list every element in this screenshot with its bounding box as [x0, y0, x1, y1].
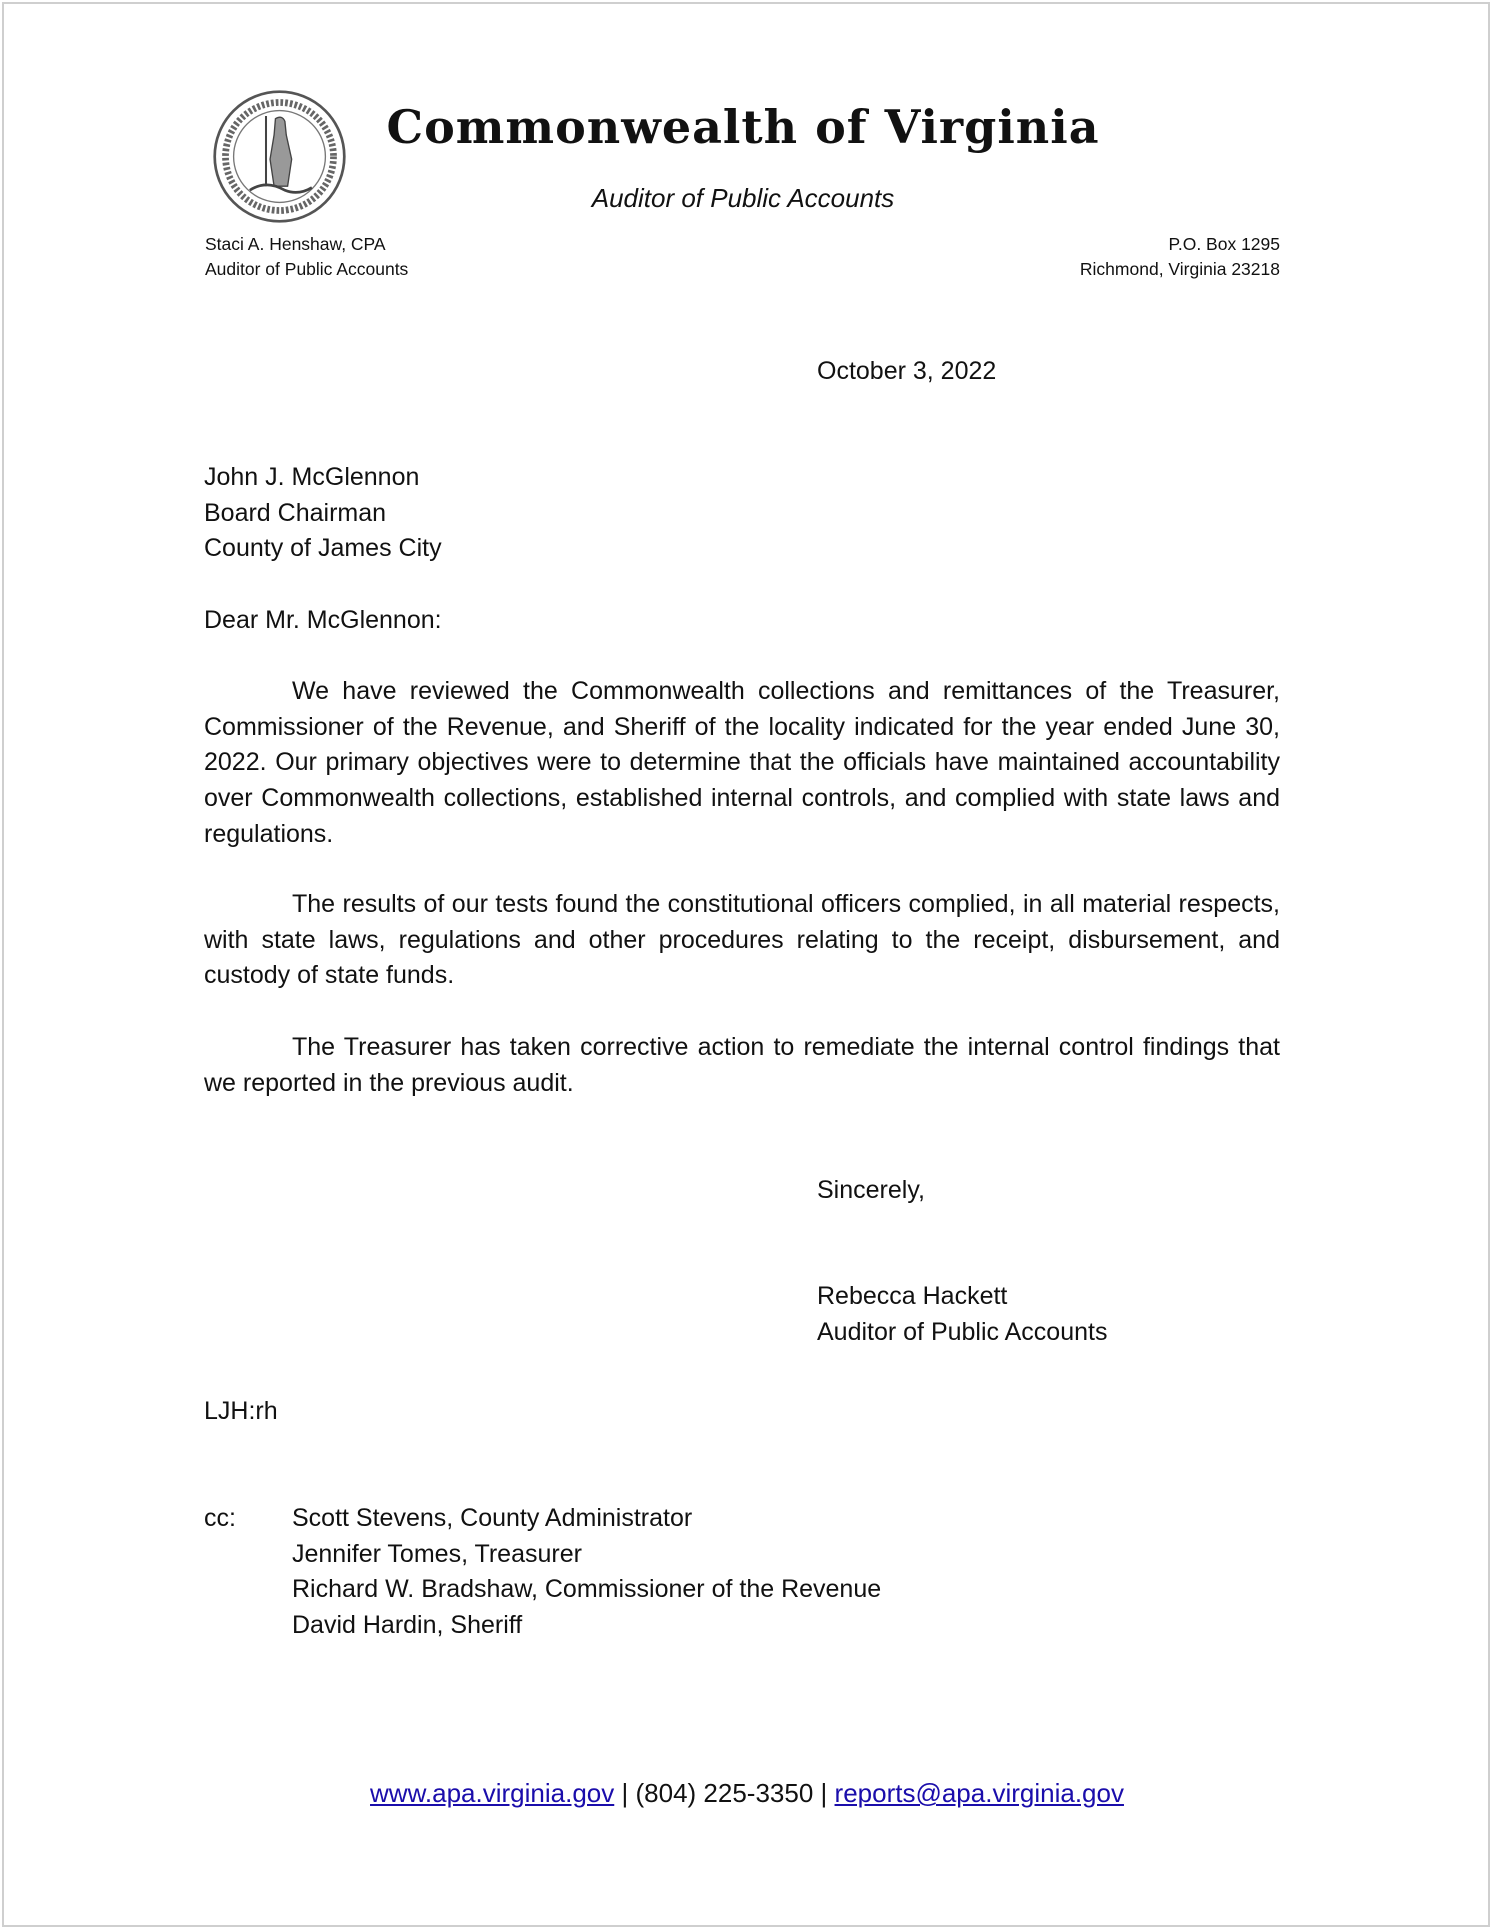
cc-block — [204, 1501, 881, 1644]
cc-name: Jennifer Tomes, Treasurer — [292, 1539, 582, 1568]
phone-number: (804) 225-3350 — [635, 1778, 814, 1808]
auditor-title: Auditor of Public Accounts — [205, 259, 409, 279]
auditor-block — [205, 232, 408, 282]
paragraph-3: The Treasurer has taken corrective action to remediate the internal control findings that we reported in the previous audit. — [204, 1033, 1280, 1097]
letterhead-subtitle: Auditor of Public Accounts — [591, 183, 895, 213]
auditor-name: Staci A. Henshaw, CPA — [205, 234, 386, 254]
paragraph-1: We have reviewed the Commonwealth collections and remittances of the Treasurer, Commissioner of the Revenue, and Sheriff of the locality indicated for the year ended June 30, 2022. Our primary objectives were to determine that the officials have maintained accountability over Commonwealth collections, established internal controls, and complied with state laws and regulations. — [204, 677, 1280, 848]
letter-date: October 3, 2022 — [817, 357, 997, 385]
cc-name: Scott Stevens, County Administrator — [292, 1504, 693, 1532]
cc-name: David Hardin, Sheriff — [292, 1611, 523, 1640]
recipient-name: John J. McGlennon — [204, 463, 420, 491]
address-po-box: P.O. Box 1295 — [1168, 234, 1280, 254]
address-block — [1080, 232, 1280, 282]
salutation: Dear Mr. McGlennon: — [204, 606, 442, 634]
cc-name: Richard W. Bradshaw, Commissioner of the Revenue — [292, 1575, 882, 1604]
recipient-organization: County of James City — [204, 534, 442, 563]
signer-block — [817, 1279, 1107, 1350]
closing: Sincerely, — [817, 1176, 925, 1204]
footer-separator: | — [621, 1778, 629, 1808]
cc-label: cc: — [204, 1504, 236, 1532]
recipient-title: Board Chairman — [204, 498, 387, 527]
email-link[interactable]: reports@apa.virginia.gov — [834, 1778, 1124, 1808]
address-city: Richmond, Virginia 23218 — [1079, 259, 1280, 279]
footer — [0, 1778, 1494, 1809]
signer-title: Auditor of Public Accounts — [817, 1317, 1108, 1346]
letterhead-title: Commonwealth of Virginia — [386, 100, 1100, 154]
signer-name: Rebecca Hackett — [817, 1282, 1008, 1310]
recipient-block — [204, 460, 442, 567]
initials: LJH:rh — [204, 1397, 278, 1425]
footer-separator: | — [820, 1778, 828, 1808]
website-link[interactable]: www.apa.virginia.gov — [370, 1778, 615, 1808]
paragraph-2: The results of our tests found the constitutional officers complied, in all material respects, with state laws, regulations and other procedures relating to the receipt, disbursement, and custody of state funds. — [204, 890, 1280, 990]
